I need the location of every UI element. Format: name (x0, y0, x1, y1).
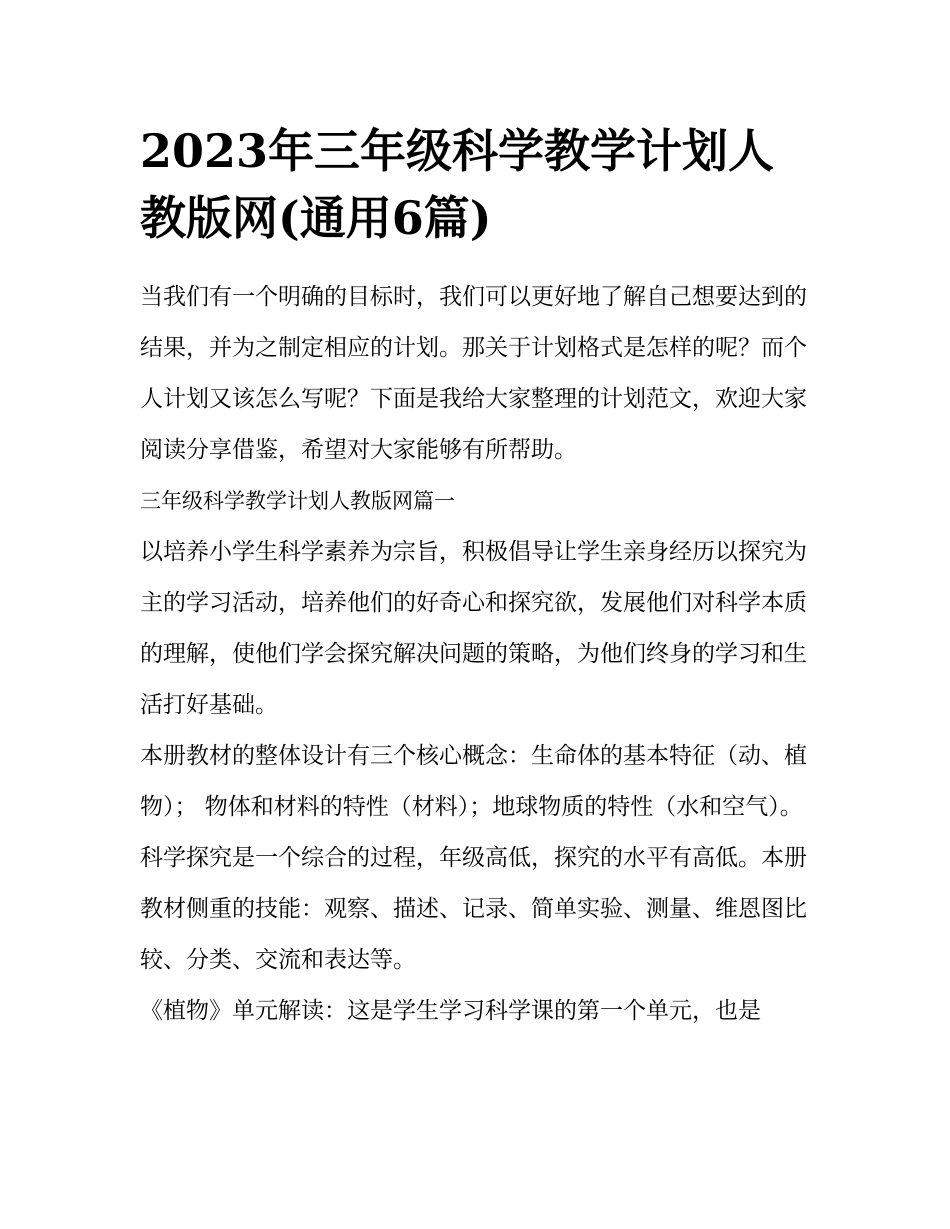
document-title: 2023年三年级科学教学计划人教版网(通用6篇) (140, 124, 775, 245)
section-heading: 三年级科学教学计划人教版网篇一 (140, 489, 455, 513)
intro-paragraph: 当我们有一个明确的目标时，我们可以更好地了解自己想要达到的结果，并为之制定相应的计划。那关于计划格式是怎样的呢？而个人计划又该怎么写呢？下面是我给大家整理的计划范文，欢迎大家阅读分享借鉴，希望对大家能够有所帮助。 (140, 284, 807, 463)
body-paragraph-4: 《植物》单元解读：这是学生学习科学课的第一个单元，也是 (140, 998, 761, 1024)
document-page (140, 118, 812, 1037)
body-paragraph-1: 以培养小学生科学素养为宗旨，积极倡导让学生亲身经历以探究为主的学习活动，培养他们的好奇心和探究欲，发展他们对科学本质的理解，使他们学会探究解决问题的策略，为他们终身的学习和生活打好基础。 (140, 539, 807, 718)
body-paragraph-2: 本册教材的整体设计有三个核心概念：生命体的基本特征（动、植物）； 物体和材料的特性（材料）；地球物质的特性（水和空气）。 (140, 743, 807, 820)
body-paragraph-3: 科学探究是一个综合的过程，年级高低，探究的水平有高低。本册教材侧重的技能：观察、描述、记录、简单实验、测量、维恩图比较、分类、交流和表达等。 (140, 845, 807, 973)
